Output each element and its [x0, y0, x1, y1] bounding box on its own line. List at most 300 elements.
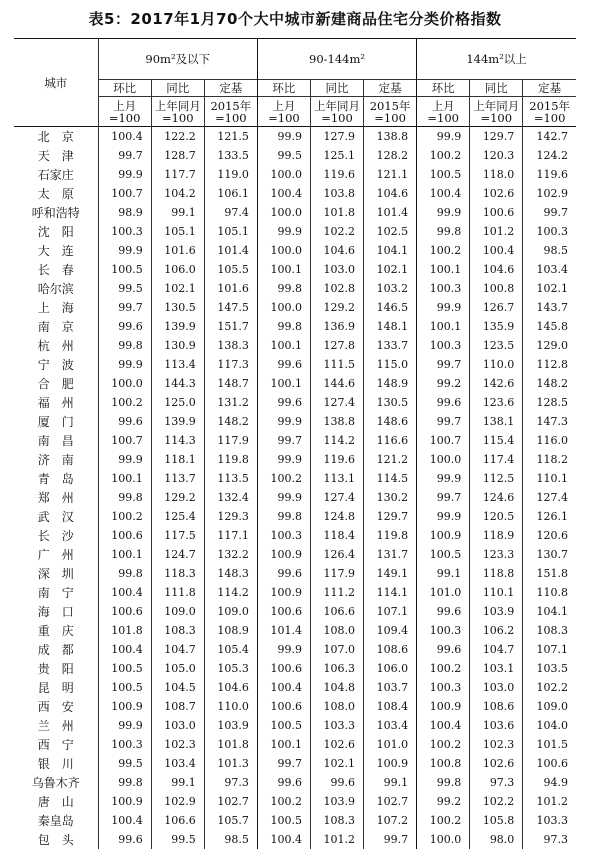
- index-value: 99.8: [257, 507, 310, 526]
- index-value: 129.7: [470, 127, 523, 147]
- index-value: 99.5: [98, 279, 151, 298]
- table-row: [14, 507, 576, 526]
- index-value: 142.7: [523, 127, 576, 147]
- index-value: 107.1: [523, 640, 576, 659]
- index-value: 103.9: [310, 792, 363, 811]
- index-value: 99.9: [417, 507, 470, 526]
- index-value: 123.5: [470, 336, 523, 355]
- index-value: 130.9: [151, 336, 204, 355]
- city-name: 昆 明: [37, 681, 74, 695]
- index-value: 100.0: [417, 450, 470, 469]
- index-value: 99.9: [257, 488, 310, 507]
- sub-header-mom: 环比: [257, 80, 310, 97]
- city-name: 南 宁: [37, 586, 74, 600]
- index-value: 119.6: [310, 450, 363, 469]
- index-value: 124.6: [470, 488, 523, 507]
- index-value: 100.1: [98, 545, 151, 564]
- index-value: 117.7: [151, 165, 204, 184]
- index-value: 100.5: [257, 811, 310, 830]
- index-value: 99.7: [417, 355, 470, 374]
- index-value: 100.0: [98, 374, 151, 393]
- table-row: [14, 583, 576, 602]
- index-value: 100.5: [98, 659, 151, 678]
- base-header-year-2015: 2015年 =100: [204, 97, 257, 127]
- table-row: [14, 735, 576, 754]
- table-row: [14, 621, 576, 640]
- sub-header-yoy: 同比: [470, 80, 523, 97]
- index-value: 99.6: [417, 602, 470, 621]
- index-value: 128.5: [523, 393, 576, 412]
- index-value: 103.4: [364, 716, 417, 735]
- index-value: 102.1: [151, 279, 204, 298]
- index-value: 100.4: [470, 241, 523, 260]
- index-value: 107.1: [364, 602, 417, 621]
- index-value: 102.9: [151, 792, 204, 811]
- table-row: [14, 659, 576, 678]
- index-value: 133.7: [364, 336, 417, 355]
- index-value: 118.3: [151, 564, 204, 583]
- index-value: 99.6: [417, 640, 470, 659]
- index-value: 99.6: [310, 773, 363, 792]
- index-value: 103.0: [470, 678, 523, 697]
- index-value: 130.7: [523, 545, 576, 564]
- index-value: 99.8: [98, 773, 151, 792]
- index-value: 108.3: [523, 621, 576, 640]
- index-value: 127.4: [310, 488, 363, 507]
- table-row: [14, 355, 576, 374]
- index-value: 100.9: [257, 545, 310, 564]
- index-value: 119.0: [204, 165, 257, 184]
- index-value: 101.2: [523, 792, 576, 811]
- table-row: [14, 336, 576, 355]
- index-value: 133.5: [204, 146, 257, 165]
- table-row: [14, 526, 576, 545]
- index-value: 99.6: [257, 393, 310, 412]
- index-value: 100.0: [257, 241, 310, 260]
- index-value: 100.4: [257, 678, 310, 697]
- city-name: 长 春: [37, 263, 74, 277]
- index-value: 111.8: [151, 583, 204, 602]
- index-value: 105.1: [151, 222, 204, 241]
- base-header-last-month: 上月 =100: [98, 97, 151, 127]
- index-value: 100.3: [417, 621, 470, 640]
- index-value: 100.0: [417, 830, 470, 849]
- index-value: 98.9: [98, 203, 151, 222]
- index-value: 125.4: [151, 507, 204, 526]
- city-name: 大 连: [37, 244, 74, 258]
- index-value: 105.0: [151, 659, 204, 678]
- index-value: 104.5: [151, 678, 204, 697]
- table-row: [14, 127, 576, 147]
- index-value: 100.2: [98, 507, 151, 526]
- city-name: 北 京: [37, 130, 74, 144]
- city-name: 秦皇岛: [37, 814, 74, 828]
- index-value: 104.1: [364, 241, 417, 260]
- index-value: 105.7: [204, 811, 257, 830]
- city-name: 杭 州: [37, 339, 74, 353]
- index-value: 106.0: [364, 659, 417, 678]
- city-name: 海 口: [37, 605, 74, 619]
- index-value: 105.3: [204, 659, 257, 678]
- index-value: 101.6: [151, 241, 204, 260]
- index-value: 119.8: [364, 526, 417, 545]
- index-value: 123.6: [470, 393, 523, 412]
- index-value: 100.0: [257, 298, 310, 317]
- index-value: 100.5: [98, 678, 151, 697]
- price-index-table: [14, 38, 576, 849]
- index-value: 115.0: [364, 355, 417, 374]
- index-value: 105.4: [204, 640, 257, 659]
- index-value: 132.2: [204, 545, 257, 564]
- table-row: [14, 469, 576, 488]
- index-value: 123.3: [470, 545, 523, 564]
- index-value: 108.4: [364, 697, 417, 716]
- index-value: 100.5: [417, 545, 470, 564]
- index-value: 103.8: [310, 184, 363, 203]
- index-value: 100.6: [523, 754, 576, 773]
- city-name: 兰 州: [37, 719, 74, 733]
- index-value: 100.3: [257, 526, 310, 545]
- table-row: [14, 602, 576, 621]
- city-name: 宁 波: [37, 358, 74, 372]
- base-header-last-month: 上月 =100: [417, 97, 470, 127]
- index-value: 102.6: [310, 735, 363, 754]
- index-value: 102.1: [310, 754, 363, 773]
- city-name: 郑 州: [37, 491, 74, 505]
- base-header-last-month: 上月 =100: [257, 97, 310, 127]
- index-value: 99.9: [257, 450, 310, 469]
- table-row: [14, 165, 576, 184]
- index-value: 100.3: [98, 735, 151, 754]
- index-value: 102.3: [470, 735, 523, 754]
- index-value: 103.0: [310, 260, 363, 279]
- index-value: 127.4: [310, 393, 363, 412]
- index-value: 102.1: [364, 260, 417, 279]
- index-value: 99.7: [257, 431, 310, 450]
- index-value: 131.2: [204, 393, 257, 412]
- index-value: 99.7: [417, 488, 470, 507]
- index-value: 100.3: [417, 678, 470, 697]
- index-value: 101.0: [364, 735, 417, 754]
- index-value: 116.0: [523, 431, 576, 450]
- index-value: 114.2: [204, 583, 257, 602]
- index-value: 99.9: [98, 716, 151, 735]
- index-value: 101.5: [523, 735, 576, 754]
- city-name: 合 肥: [37, 377, 74, 391]
- index-value: 119.6: [523, 165, 576, 184]
- index-value: 103.2: [364, 279, 417, 298]
- group-header-small: 90m²及以下: [145, 52, 211, 66]
- index-value: 108.9: [204, 621, 257, 640]
- index-value: 100.2: [417, 146, 470, 165]
- index-value: 104.7: [470, 640, 523, 659]
- index-value: 99.2: [417, 792, 470, 811]
- index-value: 101.4: [364, 203, 417, 222]
- index-value: 104.6: [364, 184, 417, 203]
- index-value: 100.3: [523, 222, 576, 241]
- index-value: 103.6: [470, 716, 523, 735]
- index-value: 118.2: [523, 450, 576, 469]
- index-value: 102.9: [523, 184, 576, 203]
- index-value: 99.8: [257, 279, 310, 298]
- index-value: 104.2: [151, 184, 204, 203]
- index-value: 113.1: [310, 469, 363, 488]
- index-value: 106.6: [310, 602, 363, 621]
- table-row: [14, 811, 576, 830]
- index-value: 100.2: [257, 469, 310, 488]
- index-value: 106.6: [151, 811, 204, 830]
- index-value: 130.5: [364, 393, 417, 412]
- city-name: 包 头: [37, 833, 74, 847]
- index-value: 104.6: [204, 678, 257, 697]
- index-value: 113.7: [151, 469, 204, 488]
- index-value: 131.7: [364, 545, 417, 564]
- index-value: 109.0: [523, 697, 576, 716]
- index-value: 101.8: [98, 621, 151, 640]
- index-value: 109.0: [204, 602, 257, 621]
- index-value: 120.6: [523, 526, 576, 545]
- index-value: 136.9: [310, 317, 363, 336]
- sub-header-yoy: 同比: [151, 80, 204, 97]
- index-value: 98.5: [523, 241, 576, 260]
- city-name: 哈尔滨: [37, 282, 74, 296]
- index-value: 101.2: [310, 830, 363, 849]
- sub-header-fixed-base: 定基: [364, 80, 417, 97]
- index-value: 113.4: [151, 355, 204, 374]
- index-value: 99.7: [523, 203, 576, 222]
- index-value: 103.9: [470, 602, 523, 621]
- index-value: 117.9: [310, 564, 363, 583]
- index-value: 121.5: [204, 127, 257, 147]
- index-value: 100.2: [98, 393, 151, 412]
- index-value: 99.8: [257, 317, 310, 336]
- index-value: 114.2: [310, 431, 363, 450]
- index-value: 117.3: [204, 355, 257, 374]
- sub-header-fixed-base: 定基: [523, 80, 576, 97]
- index-value: 129.2: [151, 488, 204, 507]
- base-header-last-year: 上年同月 =100: [310, 97, 363, 127]
- index-value: 100.4: [257, 184, 310, 203]
- table-row: [14, 431, 576, 450]
- index-value: 100.1: [417, 317, 470, 336]
- index-value: 144.6: [310, 374, 363, 393]
- index-value: 108.6: [470, 697, 523, 716]
- index-value: 102.2: [470, 792, 523, 811]
- index-value: 100.7: [98, 431, 151, 450]
- index-value: 99.5: [151, 830, 204, 849]
- index-value: 99.7: [98, 298, 151, 317]
- index-value: 129.7: [364, 507, 417, 526]
- table-row: [14, 754, 576, 773]
- index-value: 99.1: [364, 773, 417, 792]
- index-value: 130.5: [151, 298, 204, 317]
- index-value: 97.3: [204, 773, 257, 792]
- index-value: 109.4: [364, 621, 417, 640]
- index-value: 110.1: [470, 583, 523, 602]
- index-value: 100.5: [98, 260, 151, 279]
- index-value: 124.8: [310, 507, 363, 526]
- index-value: 100.4: [417, 716, 470, 735]
- index-value: 99.8: [417, 773, 470, 792]
- index-value: 147.3: [523, 412, 576, 431]
- index-value: 119.6: [310, 165, 363, 184]
- index-value: 99.5: [257, 146, 310, 165]
- index-value: 97.4: [204, 203, 257, 222]
- city-name: 长 沙: [37, 529, 74, 543]
- table-row: [14, 241, 576, 260]
- index-value: 119.8: [204, 450, 257, 469]
- index-value: 100.6: [98, 602, 151, 621]
- city-name: 福 州: [37, 396, 74, 410]
- index-value: 101.2: [470, 222, 523, 241]
- index-value: 148.2: [204, 412, 257, 431]
- index-value: 139.9: [151, 317, 204, 336]
- index-value: 103.5: [523, 659, 576, 678]
- table-row: [14, 545, 576, 564]
- index-value: 103.1: [470, 659, 523, 678]
- index-value: 99.9: [257, 222, 310, 241]
- city-name: 青 岛: [37, 472, 74, 486]
- index-value: 109.0: [151, 602, 204, 621]
- index-value: 128.2: [364, 146, 417, 165]
- index-value: 101.6: [204, 279, 257, 298]
- table-body: [14, 127, 576, 850]
- index-value: 143.7: [523, 298, 576, 317]
- index-value: 110.8: [523, 583, 576, 602]
- index-value: 101.8: [204, 735, 257, 754]
- index-value: 108.6: [364, 640, 417, 659]
- index-value: 99.7: [257, 754, 310, 773]
- index-value: 106.0: [151, 260, 204, 279]
- index-value: 128.7: [151, 146, 204, 165]
- index-value: 126.1: [523, 507, 576, 526]
- index-value: 106.1: [204, 184, 257, 203]
- index-value: 100.3: [98, 222, 151, 241]
- index-value: 104.1: [523, 602, 576, 621]
- table-row: [14, 317, 576, 336]
- index-value: 99.6: [257, 564, 310, 583]
- index-value: 102.6: [470, 184, 523, 203]
- index-value: 100.5: [417, 165, 470, 184]
- index-value: 110.1: [523, 469, 576, 488]
- index-value: 124.7: [151, 545, 204, 564]
- index-value: 114.1: [364, 583, 417, 602]
- index-value: 121.1: [364, 165, 417, 184]
- index-value: 102.5: [364, 222, 417, 241]
- index-value: 120.3: [470, 146, 523, 165]
- index-value: 138.8: [310, 412, 363, 431]
- index-value: 100.6: [257, 602, 310, 621]
- index-value: 135.9: [470, 317, 523, 336]
- index-value: 101.4: [257, 621, 310, 640]
- index-value: 100.2: [417, 735, 470, 754]
- index-value: 138.3: [204, 336, 257, 355]
- table-row: [14, 564, 576, 583]
- index-value: 99.1: [417, 564, 470, 583]
- group-header-large: 144m²以上: [417, 39, 576, 80]
- index-value: 99.8: [417, 222, 470, 241]
- index-value: 100.4: [417, 184, 470, 203]
- table-row: [14, 374, 576, 393]
- index-value: 112.5: [470, 469, 523, 488]
- table-row: [14, 640, 576, 659]
- index-value: 148.2: [523, 374, 576, 393]
- index-value: 100.4: [257, 830, 310, 849]
- index-value: 103.4: [523, 260, 576, 279]
- city-name: 乌鲁木齐: [31, 776, 80, 790]
- index-value: 98.5: [204, 830, 257, 849]
- index-value: 99.9: [98, 355, 151, 374]
- index-value: 94.9: [523, 773, 576, 792]
- index-value: 102.8: [310, 279, 363, 298]
- index-value: 126.4: [310, 545, 363, 564]
- city-name: 西 宁: [37, 738, 74, 752]
- index-value: 102.7: [204, 792, 257, 811]
- index-value: 103.0: [151, 716, 204, 735]
- index-value: 97.3: [470, 773, 523, 792]
- city-name: 南 昌: [37, 434, 74, 448]
- base-header-year-2015: 2015年 =100: [523, 97, 576, 127]
- index-value: 103.3: [310, 716, 363, 735]
- index-value: 99.6: [98, 830, 151, 849]
- table-title: 表5：2017年1月70个大中城市新建商品住宅分类价格指数: [88, 10, 502, 28]
- index-value: 105.1: [204, 222, 257, 241]
- index-value: 100.5: [257, 716, 310, 735]
- index-value: 115.4: [470, 431, 523, 450]
- table-row: [14, 716, 576, 735]
- index-value: 99.7: [98, 146, 151, 165]
- index-value: 100.6: [257, 659, 310, 678]
- index-value: 103.7: [364, 678, 417, 697]
- index-value: 108.3: [310, 811, 363, 830]
- index-value: 100.9: [364, 754, 417, 773]
- index-value: 129.0: [523, 336, 576, 355]
- index-value: 100.1: [257, 260, 310, 279]
- city-name: 天 津: [37, 149, 74, 163]
- city-name: 重 庆: [37, 624, 74, 638]
- index-value: 125.1: [310, 146, 363, 165]
- table-row: [14, 678, 576, 697]
- table-row: [14, 412, 576, 431]
- index-value: 127.8: [310, 336, 363, 355]
- index-value: 100.3: [417, 336, 470, 355]
- index-value: 138.8: [364, 127, 417, 147]
- index-value: 105.8: [470, 811, 523, 830]
- index-value: 111.5: [310, 355, 363, 374]
- city-name: 成 都: [37, 643, 74, 657]
- index-value: 100.2: [417, 241, 470, 260]
- index-value: 99.6: [257, 355, 310, 374]
- index-value: 99.6: [98, 317, 151, 336]
- index-value: 147.5: [204, 298, 257, 317]
- index-value: 117.1: [204, 526, 257, 545]
- table-row: [14, 279, 576, 298]
- table-row: [14, 792, 576, 811]
- index-value: 132.4: [204, 488, 257, 507]
- city-name: 沈 阳: [37, 225, 74, 239]
- index-value: 107.2: [364, 811, 417, 830]
- index-value: 106.2: [470, 621, 523, 640]
- index-value: 102.6: [470, 754, 523, 773]
- sub-header-mom: 环比: [98, 80, 151, 97]
- city-name: 济 南: [37, 453, 74, 467]
- index-value: 101.3: [204, 754, 257, 773]
- index-value: 99.9: [98, 241, 151, 260]
- table-row: [14, 697, 576, 716]
- table-row: [14, 222, 576, 241]
- index-value: 113.5: [204, 469, 257, 488]
- index-value: 99.9: [257, 127, 310, 147]
